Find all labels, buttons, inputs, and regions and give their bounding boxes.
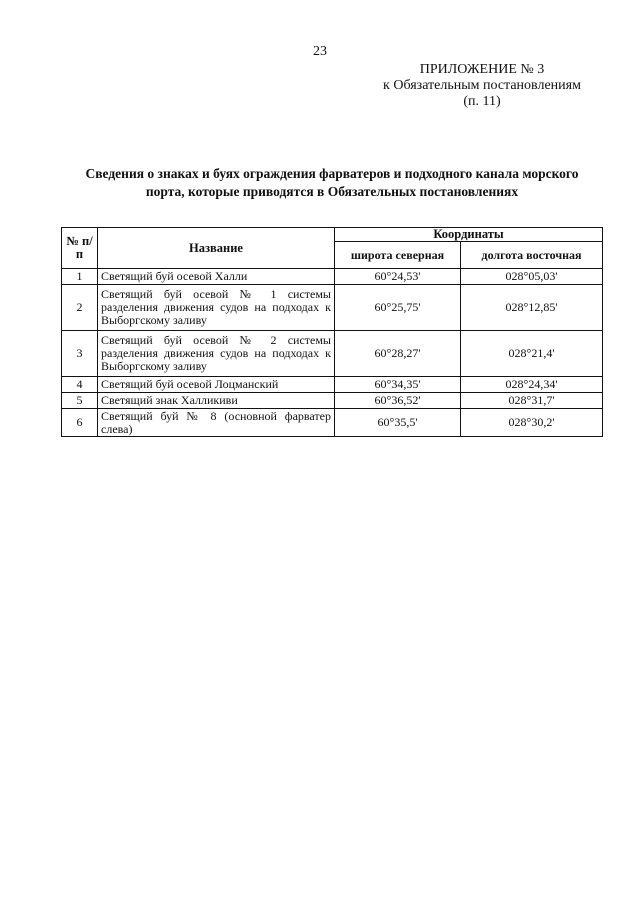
row-number: 1 (62, 269, 98, 285)
row-name: Светящий буй осевой Лоцманский (98, 377, 335, 393)
header-longitude: долгота восточная (461, 242, 603, 269)
row-name: Светящий буй осевой Халли (98, 269, 335, 285)
header-coordinates: Координаты (335, 228, 603, 242)
row-latitude: 60°28,27' (335, 331, 461, 377)
row-longitude: 028°05,03' (461, 269, 603, 285)
buoys-table (61, 227, 603, 437)
row-latitude: 60°35,5' (335, 409, 461, 437)
row-name: Светящий знак Халликиви (98, 393, 335, 409)
row-number: 3 (62, 331, 98, 377)
row-number: 6 (62, 409, 98, 437)
table-body (62, 269, 603, 437)
row-latitude: 60°24,53' (335, 269, 461, 285)
row-longitude: 028°30,2' (461, 409, 603, 437)
row-longitude: 028°21,4' (461, 331, 603, 377)
appendix-title: ПРИЛОЖЕНИЕ № 3 (419, 62, 545, 77)
row-name: Светящий буй осевой № 2 системы разделения движения судов на подходах к Выборгскому заливу (98, 331, 335, 377)
table-row (62, 377, 603, 393)
row-latitude: 60°34,35' (335, 377, 461, 393)
row-name: Светящий буй № 8 (основной фарватер слева) (98, 409, 335, 437)
header-num: № п/п (62, 228, 98, 269)
row-number: 5 (62, 393, 98, 409)
appendix-header (362, 62, 602, 110)
table-row (62, 393, 603, 409)
appendix-subtitle: к Обязательным постановлениям (383, 78, 581, 93)
table-row (62, 269, 603, 285)
row-number: 4 (62, 377, 98, 393)
appendix-clause: (п. 11) (463, 94, 501, 109)
row-name: Светящий буй осевой № 1 системы разделения движения судов на подходах к Выборгскому заливу (98, 285, 335, 331)
row-latitude: 60°25,75' (335, 285, 461, 331)
row-longitude: 028°31,7' (461, 393, 603, 409)
header-latitude: широта северная (335, 242, 461, 269)
document-title (62, 165, 602, 201)
document-title-line-2: порта, которые приводятся в Обязательных постановлениях (145, 184, 519, 199)
row-latitude: 60°36,52' (335, 393, 461, 409)
header-name: Название (98, 228, 335, 269)
table-row (62, 285, 603, 331)
row-number: 2 (62, 285, 98, 331)
row-longitude: 028°24,34' (461, 377, 603, 393)
document-title-line-1: Сведения о знаках и буях ограждения фарватеров и подходного канала морского (85, 166, 579, 181)
row-longitude: 028°12,85' (461, 285, 603, 331)
table-row (62, 409, 603, 437)
table-row (62, 331, 603, 377)
page-number: 23 (313, 44, 327, 59)
